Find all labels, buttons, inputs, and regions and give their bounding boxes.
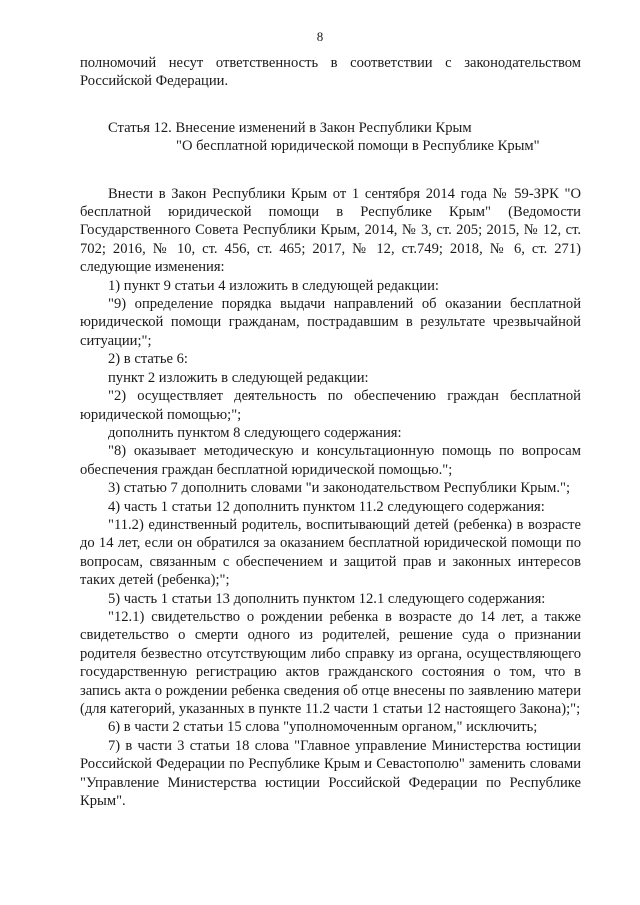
paragraph: 4) часть 1 статьи 12 дополнить пунктом 11.2 следующего содержания: — [108, 498, 545, 515]
article-title-line2: "О бесплатной юридической помощи в Республике Крым" — [176, 138, 540, 155]
paragraph: "8) оказывает методическую и консультационную помощь по вопросам обеспечения граждан бесплатной юридической помощью."; — [80, 443, 581, 478]
paragraph: 6) в части 2 статьи 15 слова "уполномоченным органом," исключить; — [108, 719, 538, 736]
paragraph: "2) осуществляет деятельность по обеспечению граждан бесплатной юридической помощью;"; — [80, 388, 581, 423]
paragraph: дополнить пунктом 8 следующего содержания: — [108, 424, 402, 441]
paragraph: 3) статью 7 дополнить словами "и законодательством Республики Крым."; — [108, 480, 571, 497]
paragraph: 5) часть 1 статьи 13 дополнить пунктом 12.1 следующего содержания: — [108, 590, 546, 607]
article-heading — [80, 119, 581, 156]
article-title-line1: Статья 12. Внесение изменений в Закон Республики Крым — [108, 119, 472, 136]
top-paragraph: полномочий несут ответственность в соответствии с законодательством Российской Федерации. — [80, 55, 581, 90]
paragraph: 2) в статье 6: — [108, 351, 188, 368]
paragraph: пункт 2 изложить в следующей редакции: — [108, 369, 369, 386]
document-body — [80, 54, 581, 810]
page-number: 8 — [316, 29, 324, 44]
paragraph: "12.1) свидетельство о рождении ребенка в возрасте до 14 лет, а также свидетельство о смерти одного из родителей, решение суда о признании родителя безвестно отсутствующим либо справку из органа, осуществляющего государственную регистрацию актов гражданского состояния о том, что в запись акта о рождении ребенка сведения об отце внесены по заявлению матери (для категорий, указанных в пункте 11.2 части 1 статьи 12 настоящего Закона);"; — [80, 608, 581, 717]
paragraph: 7) в части 3 статьи 18 слова "Главное управление Министерства юстиции Российской Федерации по Республике Крым и Севастополю" заменить словами "Управление Министерства юстиции Российской Федерации по Республике Крым". — [80, 737, 581, 810]
paragraph: "9) определение порядка выдачи направлений об оказании бесплатной юридической помощи гражданам, пострадавшим в результате чрезвычайной ситуации;"; — [80, 296, 581, 349]
paragraph: Внести в Закон Республики Крым от 1 сентября 2014 года № 59-ЗРК "О бесплатной юридической помощи в Республике Крым" (Ведомости Государственного Совета Республики Крым, 2014, № 3, ст. 205; 2015, № 12, ст. 702; 2016, № 10, ст. 456, ст. 465; 2017, № 12, ст.749; 2018, № 6, ст. 271) следующие изменения: — [80, 185, 581, 276]
paragraph: "11.2) единственный родитель, воспитывающий детей (ребенка) в возрасте до 14 лет, если он обратился за оказанием бесплатной юридической помощи по вопросам, связанным с обеспечением и защитой прав и законных интересов таких детей (ребенка);"; — [80, 516, 581, 589]
paragraph: 1) пункт 9 статьи 4 изложить в следующей редакции: — [108, 277, 439, 294]
